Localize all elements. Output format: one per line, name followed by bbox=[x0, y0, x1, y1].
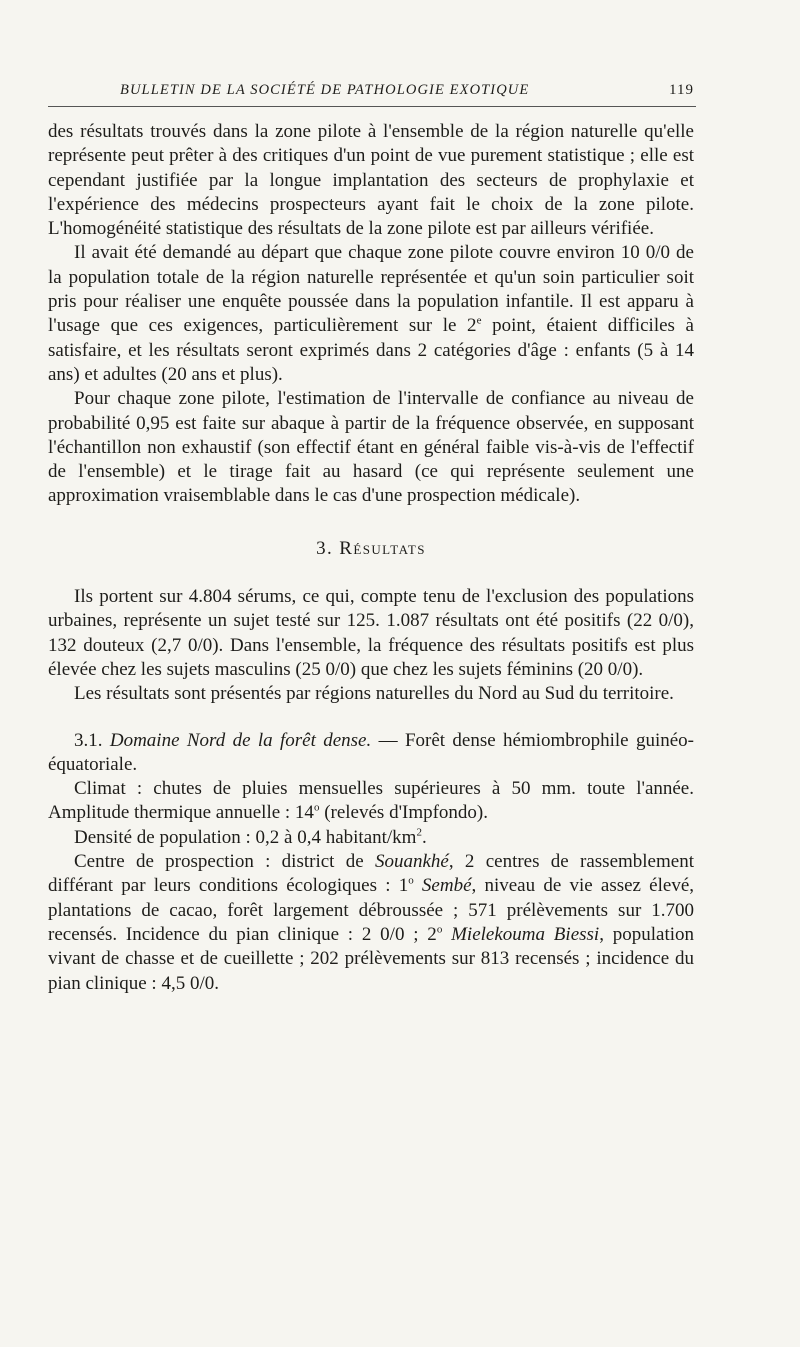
superscript-ordinal-1: o bbox=[408, 874, 414, 887]
density-text-b: . bbox=[421, 826, 427, 848]
paragraph-2-text-a: Il avait été demandé au départ que chaque zone pilote couvre environ 10 0/0 de la population totale de la région naturelle représentée et qu'un soin particulier soit pris pour réaliser une enquête poussée dans la population infantile. Il est apparu à l'usage que ces exigences, particulièrement sur le 2 bbox=[48, 242, 694, 337]
page-number: 119 bbox=[669, 82, 694, 98]
subsection-number: 3.1. bbox=[74, 729, 110, 751]
paragraph-density bbox=[48, 826, 694, 850]
paragraph-4: Ils portent sur 4.804 sérums, ce qui, compte tenu de l'exclusion des populations urbaines, représente un sujet testé sur 125. 1.087 résultats ont été positifs (22 0/0), 132 douteux (2,7 0/0). Dans l'ensemble, la fréquence des résultats positifs est plus élevée chez les sujets masculins (25 0/0) que chez les sujets féminins (20 0/0). bbox=[48, 586, 694, 680]
paragraph-2-text-b: point, étaient difficiles à satisfaire, et les résultats seront exprimés dans 2 catégories d'âge : enfants (5 à 14 ans) et adultes (20 ans et plus). bbox=[48, 315, 694, 385]
climate-text-b: (relevés d'Impfondo). bbox=[319, 802, 488, 824]
superscript-ordinal-2: o bbox=[436, 923, 443, 936]
paragraph-prospection bbox=[48, 850, 694, 996]
prospection-text-c: , niveau de vie assez élevé, plantations de cacao, forêt largement débroussée ; 571 prélèvements sur 1.700 recensés. Incidence du pian clinique : 2 0/0 ; 2 bbox=[48, 875, 695, 945]
prospection-text-b: , 2 centres de rassemblement différant par leurs conditions écologiques : 1 bbox=[48, 851, 694, 897]
paragraph-1: des résultats trouvés dans la zone pilote à l'ensemble de la région naturelle qu'elle représente peut prêter à des critiques d'un point de vue purement statistique ; elle est cependant justifiée par la longue implantation des secteurs de prophylaxie et l'expérience des médecins prospecteurs ayant fait le choix de la zone pilote. L'homogénéité statistique des résultats de la zone pilote est par ailleurs vérifiée. bbox=[48, 121, 694, 240]
superscript-e: e bbox=[476, 315, 482, 328]
subsection-heading bbox=[48, 729, 694, 778]
prospection-text-a: Centre de prospection : district de bbox=[74, 851, 375, 873]
section-heading: 3. Résultats bbox=[316, 537, 426, 559]
place-mielekouma-biessi: Mielekouma Biessi bbox=[451, 923, 600, 945]
place-souankhe: Souankhé bbox=[374, 851, 449, 873]
subsection-title: Domaine Nord de la forêt dense. bbox=[109, 729, 372, 751]
prospection-text-d: , population vivant de chasse et de cueillette ; 202 prélèvements sur 813 recensés ; incidence du pian clinique : 4,5 0/0. bbox=[48, 923, 695, 994]
body-text bbox=[48, 120, 694, 996]
climate-text-a: Climat : chutes de pluies mensuelles supérieures à 50 mm. toute l'année. Amplitude thermique annuelle : 14 bbox=[48, 778, 694, 824]
superscript-2: 2 bbox=[416, 826, 422, 839]
place-sembe: Sembé bbox=[421, 875, 472, 897]
superscript-degree: o bbox=[313, 802, 320, 815]
paragraph-5: Les résultats sont présentés par régions naturelles du Nord au Sud du territoire. bbox=[74, 683, 674, 705]
paragraph-3: Pour chaque zone pilote, l'estimation de l'intervalle de confiance au niveau de probabilité 0,95 est faite sur abaque à partir de la fréquence observée, en supposant l'échantillon non exhaustif (son effectif étant en général faible vis-à-vis de l'effectif de l'ensemble) et le tirage fait au hasard (ce qui représente seulement une approximation vraisemblable dans le cas d'une prospection médicale). bbox=[48, 388, 694, 507]
running-head bbox=[48, 80, 696, 107]
subsection-description: — Forêt dense hémiombrophile guinéo-équatoriale. bbox=[48, 729, 695, 775]
density-text-a: Densité de population : 0,2 à 0,4 habitant/km bbox=[74, 826, 417, 848]
spacer bbox=[48, 707, 694, 729]
paragraph-climate bbox=[48, 777, 694, 826]
paragraph-2 bbox=[48, 241, 694, 387]
journal-title: BULLETIN DE LA SOCIÉTÉ DE PATHOLOGIE EXOTIQUE bbox=[120, 82, 530, 98]
